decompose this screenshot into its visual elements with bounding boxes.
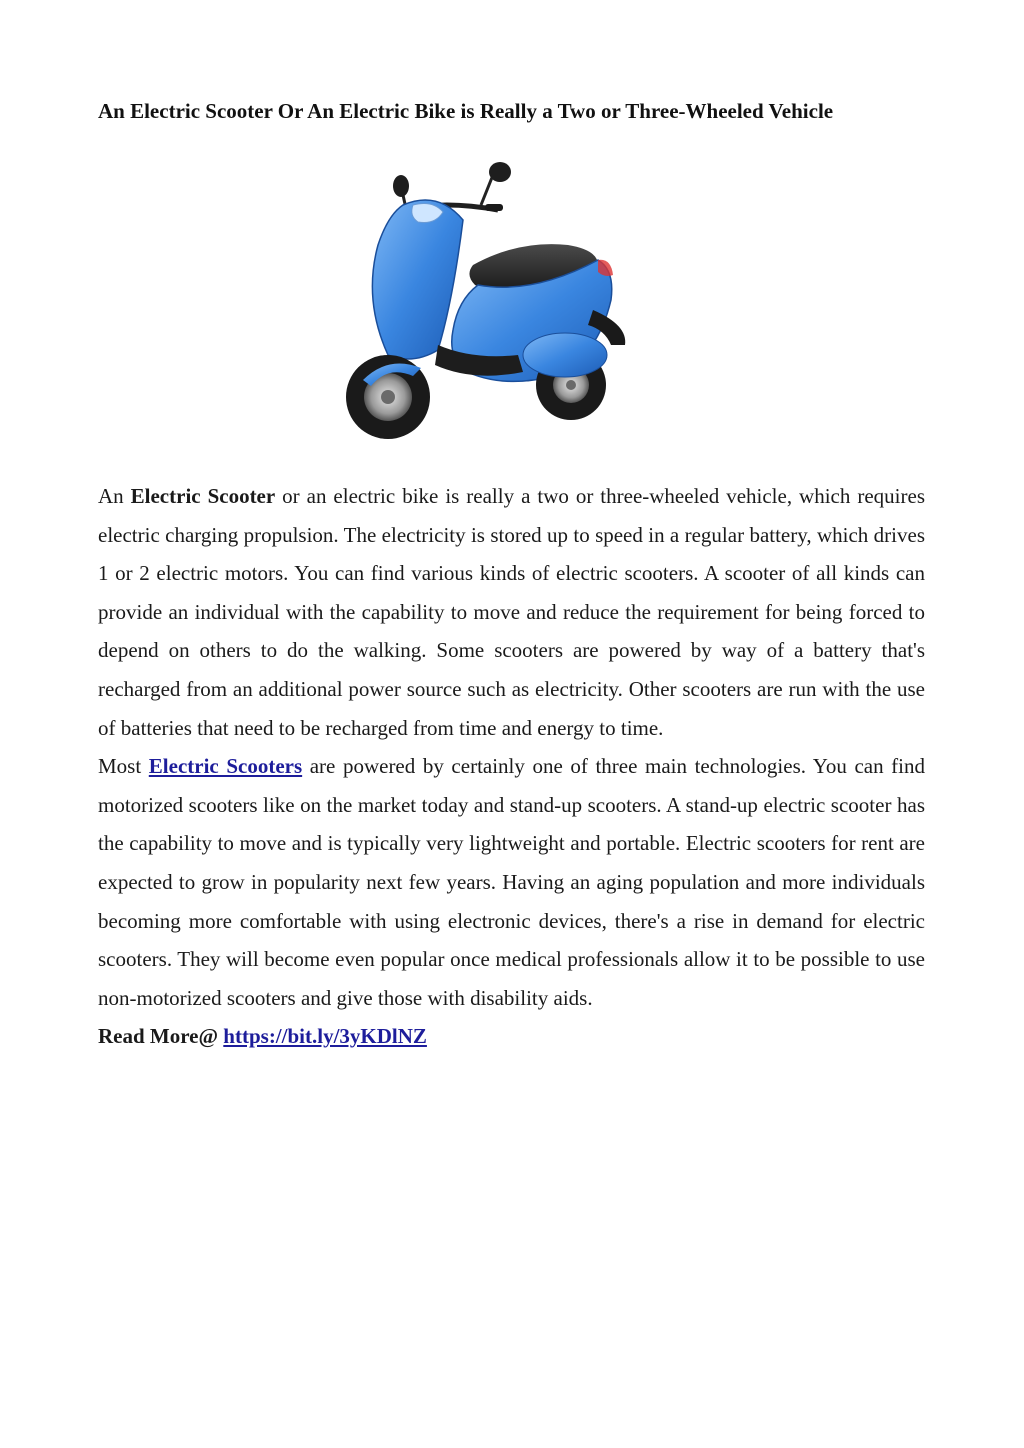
paragraph-2 — [98, 747, 925, 1017]
paragraph-1-text: or an electric bike is really a two or three-wheeled vehicle, which requires electric charging propulsion. The electricity is stored up to speed in a regular battery, which drives 1 or 2 electric motors. You can find various kinds of electric scooters. A scooter of all kinds can provide an individual with the capability to move and reduce the requirement for being forced to depend on others to do the walking. Some scooters are powered by way of a battery that's recharged from an additional power source such as electricity. Other scooters are run with the use of batteries that need to be recharged from time and energy to time. — [98, 484, 925, 740]
read-more-line — [98, 1017, 925, 1056]
scooter-image — [343, 150, 633, 445]
paragraph-2-lead: Most — [98, 754, 149, 779]
paragraph-2-text: are powered by certainly one of three main technologies. You can find motorized scooters like on the market today and stand-up scooters. A stand-up electric scooter has the capability to move and is typically very lightweight and portable. Electric scooters for rent are expected to grow in popularity next few years. Having an aging population and more individuals becoming more comfortable with using electronic devices, there's a rise in demand for electric scooters. They will become even popular once medical professionals allow it to be possible to use non-motorized scooters and give those with disability aids. — [98, 754, 926, 1010]
read-more-label: Read More@ — [98, 1024, 224, 1049]
bold-term-electric-scooter: Electric Scooter — [130, 484, 276, 508]
article-body — [98, 477, 925, 1056]
document-title: An Electric Scooter Or An Electric Bike is Really a Two or Three-Wheeled Vehicle — [98, 99, 834, 123]
electric-scooters-link[interactable]: Electric Scooters — [148, 754, 303, 779]
paragraph-1-lead: An — [98, 484, 131, 508]
read-more-link[interactable]: https://bit.ly/3yKDlNZ — [223, 1024, 427, 1049]
paragraph-1 — [98, 477, 925, 747]
